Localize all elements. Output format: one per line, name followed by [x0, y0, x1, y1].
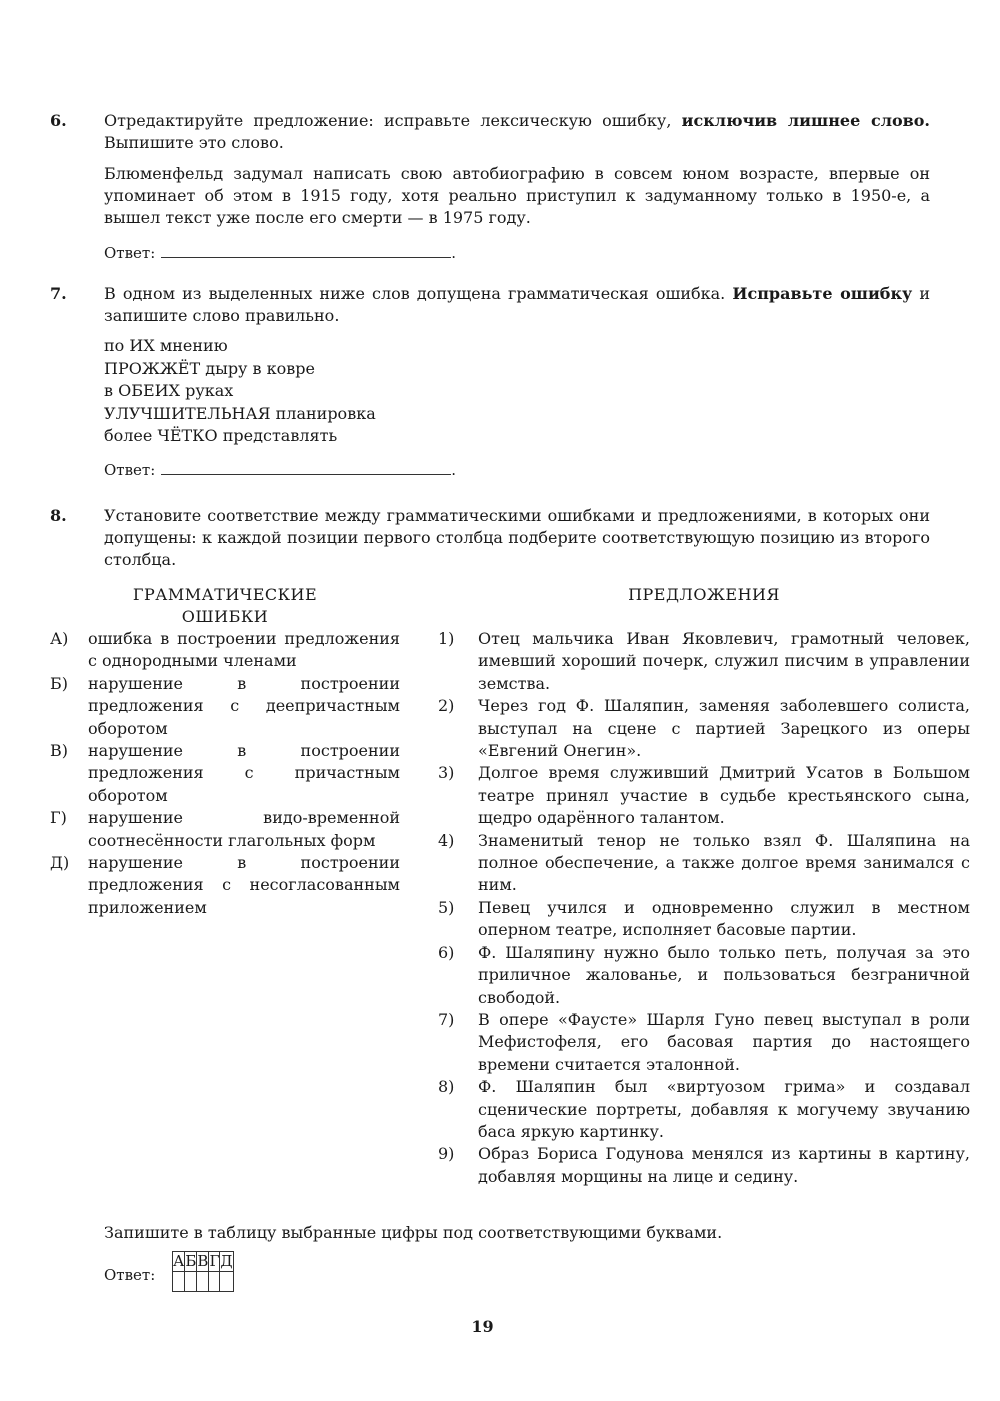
task-text: Блюменфельд задумал написать свою автобиографию в совсем юном возрасте, впервые он упоминает об этом в 1915 году, хотя реально приступил к задуманному только в 1950-е, а вышел текст уже после его смерти — в 1975 году.: [104, 164, 930, 227]
table-header-cell: Б: [185, 1252, 197, 1270]
list-item: Б) нарушение в построении предложения с деепричастным оборотом: [50, 673, 400, 738]
list-item: 1) Отец мальчика Иван Яковлевич, грамотный человек, имевший хороший почерк, служил писчим в управлении земства.: [438, 629, 970, 693]
list-item: 6) Ф. Шаляпину нужно было только петь, получая за это приличное жалованье, и пользоваться безграничной свободой.: [438, 942, 970, 1007]
answer-table: [172, 1251, 234, 1292]
list-item: по ИХ мнению: [104, 336, 228, 355]
table-header-cell: Г: [209, 1252, 220, 1270]
column-header: ПРЕДЛОЖЕНИЯ: [628, 585, 780, 604]
list-item: в ОБЕИХ руках: [104, 381, 234, 401]
list-item: более ЧЁТКО представлять: [104, 426, 338, 446]
list-item: 7) В опере «Фаусте» Шарля Гуно певец выступал в роли Мефистофеля, его басовая партия до настоящего времени считается эталонной.: [438, 1009, 970, 1074]
task-number: 8.: [50, 506, 67, 525]
list-item: 3) Долгое время служивший Дмитрий Усатов в Большом театре принял участие в судьбе крестьянского сына, щедро одарённого талантом.: [438, 763, 970, 828]
answer-cell[interactable]: [197, 1272, 209, 1292]
task-instruction: Отредактируйте предложение: исправьте лексическую ошибку, исключив лишнее слово. Выпишите это слово.: [104, 111, 930, 152]
answer-line: Ответ: .: [104, 458, 930, 481]
errors-column: [50, 584, 400, 919]
task-instruction: Установите соответствие между грамматическими ошибками и предложениями, в которых они допущены: к каждой позиции первого столбца подберите соответствующую позицию из второго столбца.: [104, 506, 930, 569]
answer-field[interactable]: [161, 458, 451, 475]
list-item: 2) Через год Ф. Шаляпин, заменяя заболевшего солиста, выступал на сцене с партией Зарецкого из оперы «Евгений Онегин».: [438, 696, 970, 761]
task-6: [50, 110, 930, 264]
answer-field[interactable]: [161, 241, 451, 258]
fill-instruction: Запишите в таблицу выбранные цифры под соответствующими буквами.: [104, 1223, 723, 1242]
list-item: Д) нарушение в построении предложения с несогласованным приложением: [50, 853, 400, 917]
task-number: 7.: [50, 284, 67, 303]
task-7: [50, 283, 930, 481]
task-instruction: В одном из выделенных ниже слов допущена грамматическая ошибка. Исправьте ошибку и запишите слово правильно.: [104, 284, 931, 325]
list-item: УЛУЧШИТЕЛЬНАЯ планировка: [104, 403, 376, 423]
list-item: 4) Знаменитый тенор не только взял Ф. Шаляпина на полное обеспечение, а также долгое время занимался с ним.: [438, 830, 970, 895]
task-8: [50, 505, 930, 571]
answer-label: Ответ:: [104, 1266, 156, 1284]
word-list: [104, 335, 930, 448]
list-item: ПРОЖЖЁТ дыру в ковре: [104, 358, 315, 378]
answer-cell[interactable]: [220, 1272, 233, 1292]
page-number: 19: [471, 1317, 494, 1336]
sentences-column: [438, 584, 970, 1188]
table-header-cell: Д: [220, 1252, 233, 1270]
list-item: В) нарушение в построении предложения с причастным оборотом: [50, 741, 400, 805]
table-header-cell: А: [173, 1252, 185, 1270]
table-header-cell: В: [197, 1252, 209, 1270]
list-item: 9) Образ Бориса Годунова менялся из картины в картину, добавляя морщины на лице и седину.: [438, 1144, 970, 1186]
list-item: 8) Ф. Шаляпин был «виртуозом грима» и создавал сценические портреты, добавляя к могучему звучанию баса яркую картинку.: [438, 1077, 970, 1141]
list-item: 5) Певец учился и одновременно служил в местном оперном театре, исполняет басовые партии.: [438, 897, 970, 940]
answer-cell[interactable]: [185, 1272, 197, 1292]
answer-line: Ответ: .: [104, 241, 930, 264]
list-item: А) ошибка в построении предложения с однородными членами: [50, 629, 400, 671]
task-number: 6.: [50, 111, 67, 130]
answer-cell[interactable]: [209, 1272, 220, 1292]
column-header: ГРАММАТИЧЕСКИЕ ОШИБКИ: [132, 585, 318, 626]
answer-cell[interactable]: [173, 1272, 185, 1292]
list-item: Г) нарушение видо-временной соотнесённости глагольных форм: [50, 808, 400, 850]
